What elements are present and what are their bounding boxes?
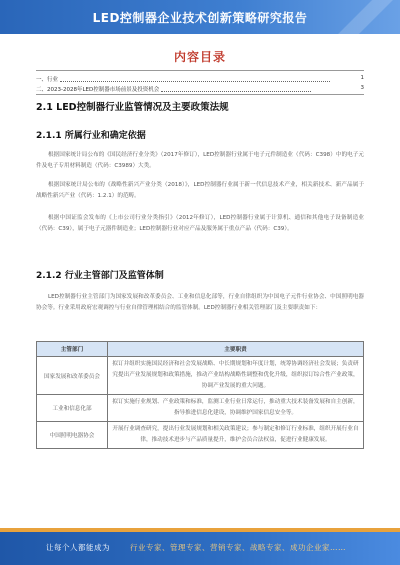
toc-page-number: 3 (360, 85, 364, 91)
page-header (0, 0, 400, 34)
toc-line[interactable] (36, 85, 364, 93)
table-header-duty: 主要职责 (108, 342, 364, 357)
subsection-heading: 2.1.1 所属行业和确定依据 (36, 131, 146, 141)
paragraph: 根据国家统计局公布的《战略性新兴产业分类（2018）》，LED控制器行业属于新一代信息技术产业，相关新技术、新产品属于战略性新兴产业（代码：1.2.1）的范畴。 (36, 182, 364, 199)
paragraph: LED控制器行业主管部门为国家发展和改革委员会、工业和信息化部等，行业自律组织为中国电子元件行业协会、中国照明电器协会等。行业采用政府宏观调控与行业自律管理相结合的监管体制。LED控制器行业相关管理部门及主要职责如下： (36, 294, 364, 311)
table-cell-dept: 中国照明电器协会 (37, 422, 108, 449)
subsection-heading: 2.1.2 行业主管部门及监管体制 (36, 271, 164, 281)
report-title: LED控制器企业技术创新策略研究报告 (92, 11, 308, 25)
table-row (37, 357, 364, 395)
table-row (37, 395, 364, 422)
regulator-table (36, 341, 364, 449)
toc-line[interactable] (36, 75, 364, 83)
toc-title: 内容目录 (173, 50, 226, 64)
paragraph: 根据国家统计局公布的《国民经济行业分类》（2017年修订），LED控制器行业属于电子元件制造业（代码：C398）中的电子元件及电子专用材料制造（代码：C3989）大类。 (36, 152, 364, 169)
toc-dots (161, 88, 311, 92)
toc-dots (60, 78, 330, 82)
toc-line-text: 二、2023-2028年LED控制器市场前景及投资机会 (36, 87, 160, 93)
paragraph: 根据中国证监会发布的《上市公司行业分类指引》（2012年修订），LED控制器行业属于计算机、通信和其他电子设备制造业（代码：C39），属于电子元器件制造业；LED控制器行业对应产品及服务属于重点产品（代码：C39）。 (36, 215, 364, 232)
toc-divider-top (36, 70, 364, 71)
table-header-dept: 主管部门 (37, 342, 108, 357)
footer-text: 让每个人都能成为 (46, 543, 110, 552)
toc-page-number: 1 (360, 75, 364, 81)
toc-divider-bottom (36, 94, 364, 95)
footer-slogan: 行业专家、管理专家、营销专家、战略专家、成功企业家…… (130, 543, 346, 552)
table-cell-duty: 拟订实施行业规划、产业政策和标准，监测工业行业日常运行，推动重大技术装备发展和自主创新，指导推进信息化建设，协调维护国家信息安全等。 (108, 395, 364, 422)
table-header-row (37, 342, 364, 357)
toc-line-text: 一、行业 (36, 77, 59, 83)
table-cell-dept: 国家发展和改革委员会 (37, 357, 108, 395)
table-cell-duty: 开展行业调查研究，提出行业发展规划和相关政策建议；参与制定和修订行业标准，组织开展行业自律，推动技术进步与产品质量提升，维护会员合法权益，促进行业健康发展。 (108, 422, 364, 449)
table-cell-dept: 工业和信息化部 (37, 395, 108, 422)
section-heading: 2.1 LED控制器行业监管情况及主要政策法规 (36, 102, 229, 113)
table-cell-duty: 拟订并组织实施国民经济和社会发展战略、中长期规划和年度计划，统筹协调经济社会发展；负责研究提出产业发展规划和政策措施，推动产业结构战略性调整和优化升级，组织拟订综合性产业政策，协调产业发展的重大问题。 (108, 357, 364, 395)
table-row (37, 422, 364, 449)
